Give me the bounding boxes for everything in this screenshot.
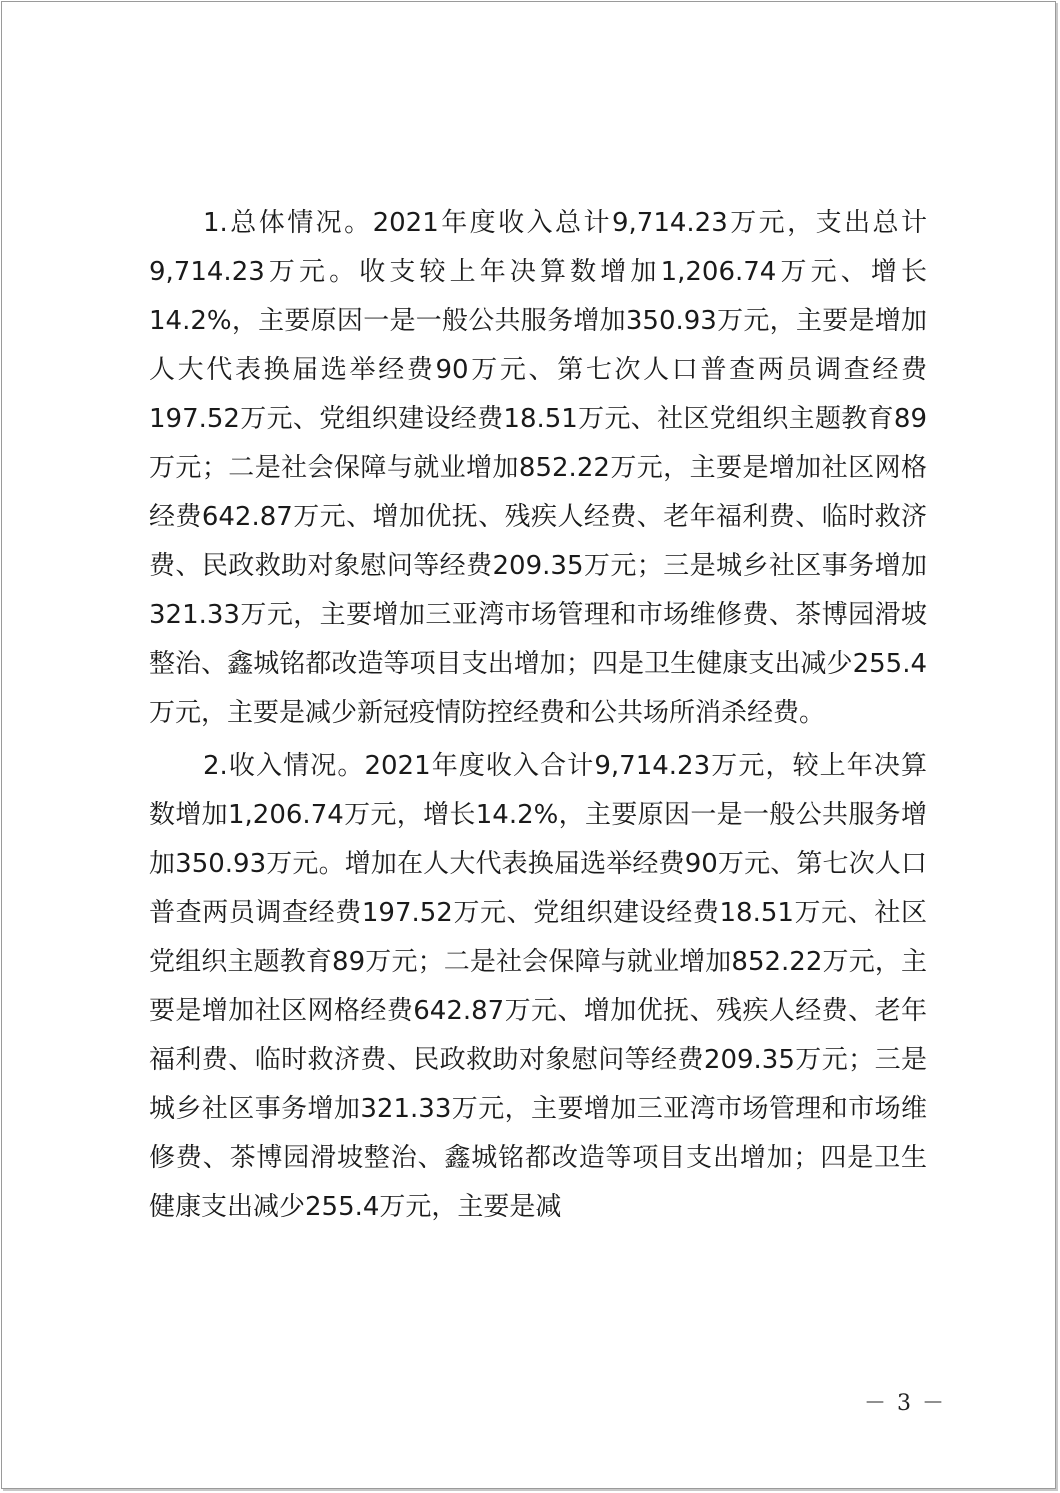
paragraph-overall: 1.总体情况。2021年度收入总计9,714.23万元，支出总计9,714.23万元。收支较上年决算数增加1,206.74万元、增长14.2%，主要原因一是一般公共服务增加350.93万元，主要是增加人大代表换届选举经费90万元、第七次人口普查两员调查经费197.52万元、党组织建设经费18.51万元、社区党组织主题教育89万元；二是社会保障与就业增加852.22万元，主要是增加社区网格经费642.87万元、增加优抚、残疾人经费、老年福利费、临时救济费、民政救助对象慰问等经费209.35万元；三是城乡社区事务增加321.33万元，主要增加三亚湾市场管理和市场维修费、茶博园滑坡整治、鑫城铭都改造等项目支出增加；四是卫生健康支出减少255.4万元，主要是减少新冠疫情防控经费和公共场所消杀经费。 bbox=[149, 208, 927, 728]
paragraph-income: 2.收入情况。2021年度收入合计9,714.23万元，较上年决算数增加1,206.74万元，增长14.2%，主要原因一是一般公共服务增加350.93万元。增加在人大代表换届选举经费90万元、第七次人口普查两员调查经费197.52万元、党组织建设经费18.51万元、社区党组织主题教育89万元；二是社会保障与就业增加852.22万元，主要是增加社区网格经费642.87万元、增加优抚、残疾人经费、老年福利费、临时救济费、民政救助对象慰问等经费209.35万元；三是城乡社区事务增加321.33万元，主要增加三亚湾市场管理和市场维修费、茶博园滑坡整治、鑫城铭都改造等项目支出增加；四是卫生健康支出减少255.4万元，主要是减 bbox=[149, 751, 927, 1222]
page-number: － 3 － bbox=[864, 1391, 946, 1416]
document-body bbox=[149, 199, 927, 1236]
document-page bbox=[1, 1, 1056, 1489]
